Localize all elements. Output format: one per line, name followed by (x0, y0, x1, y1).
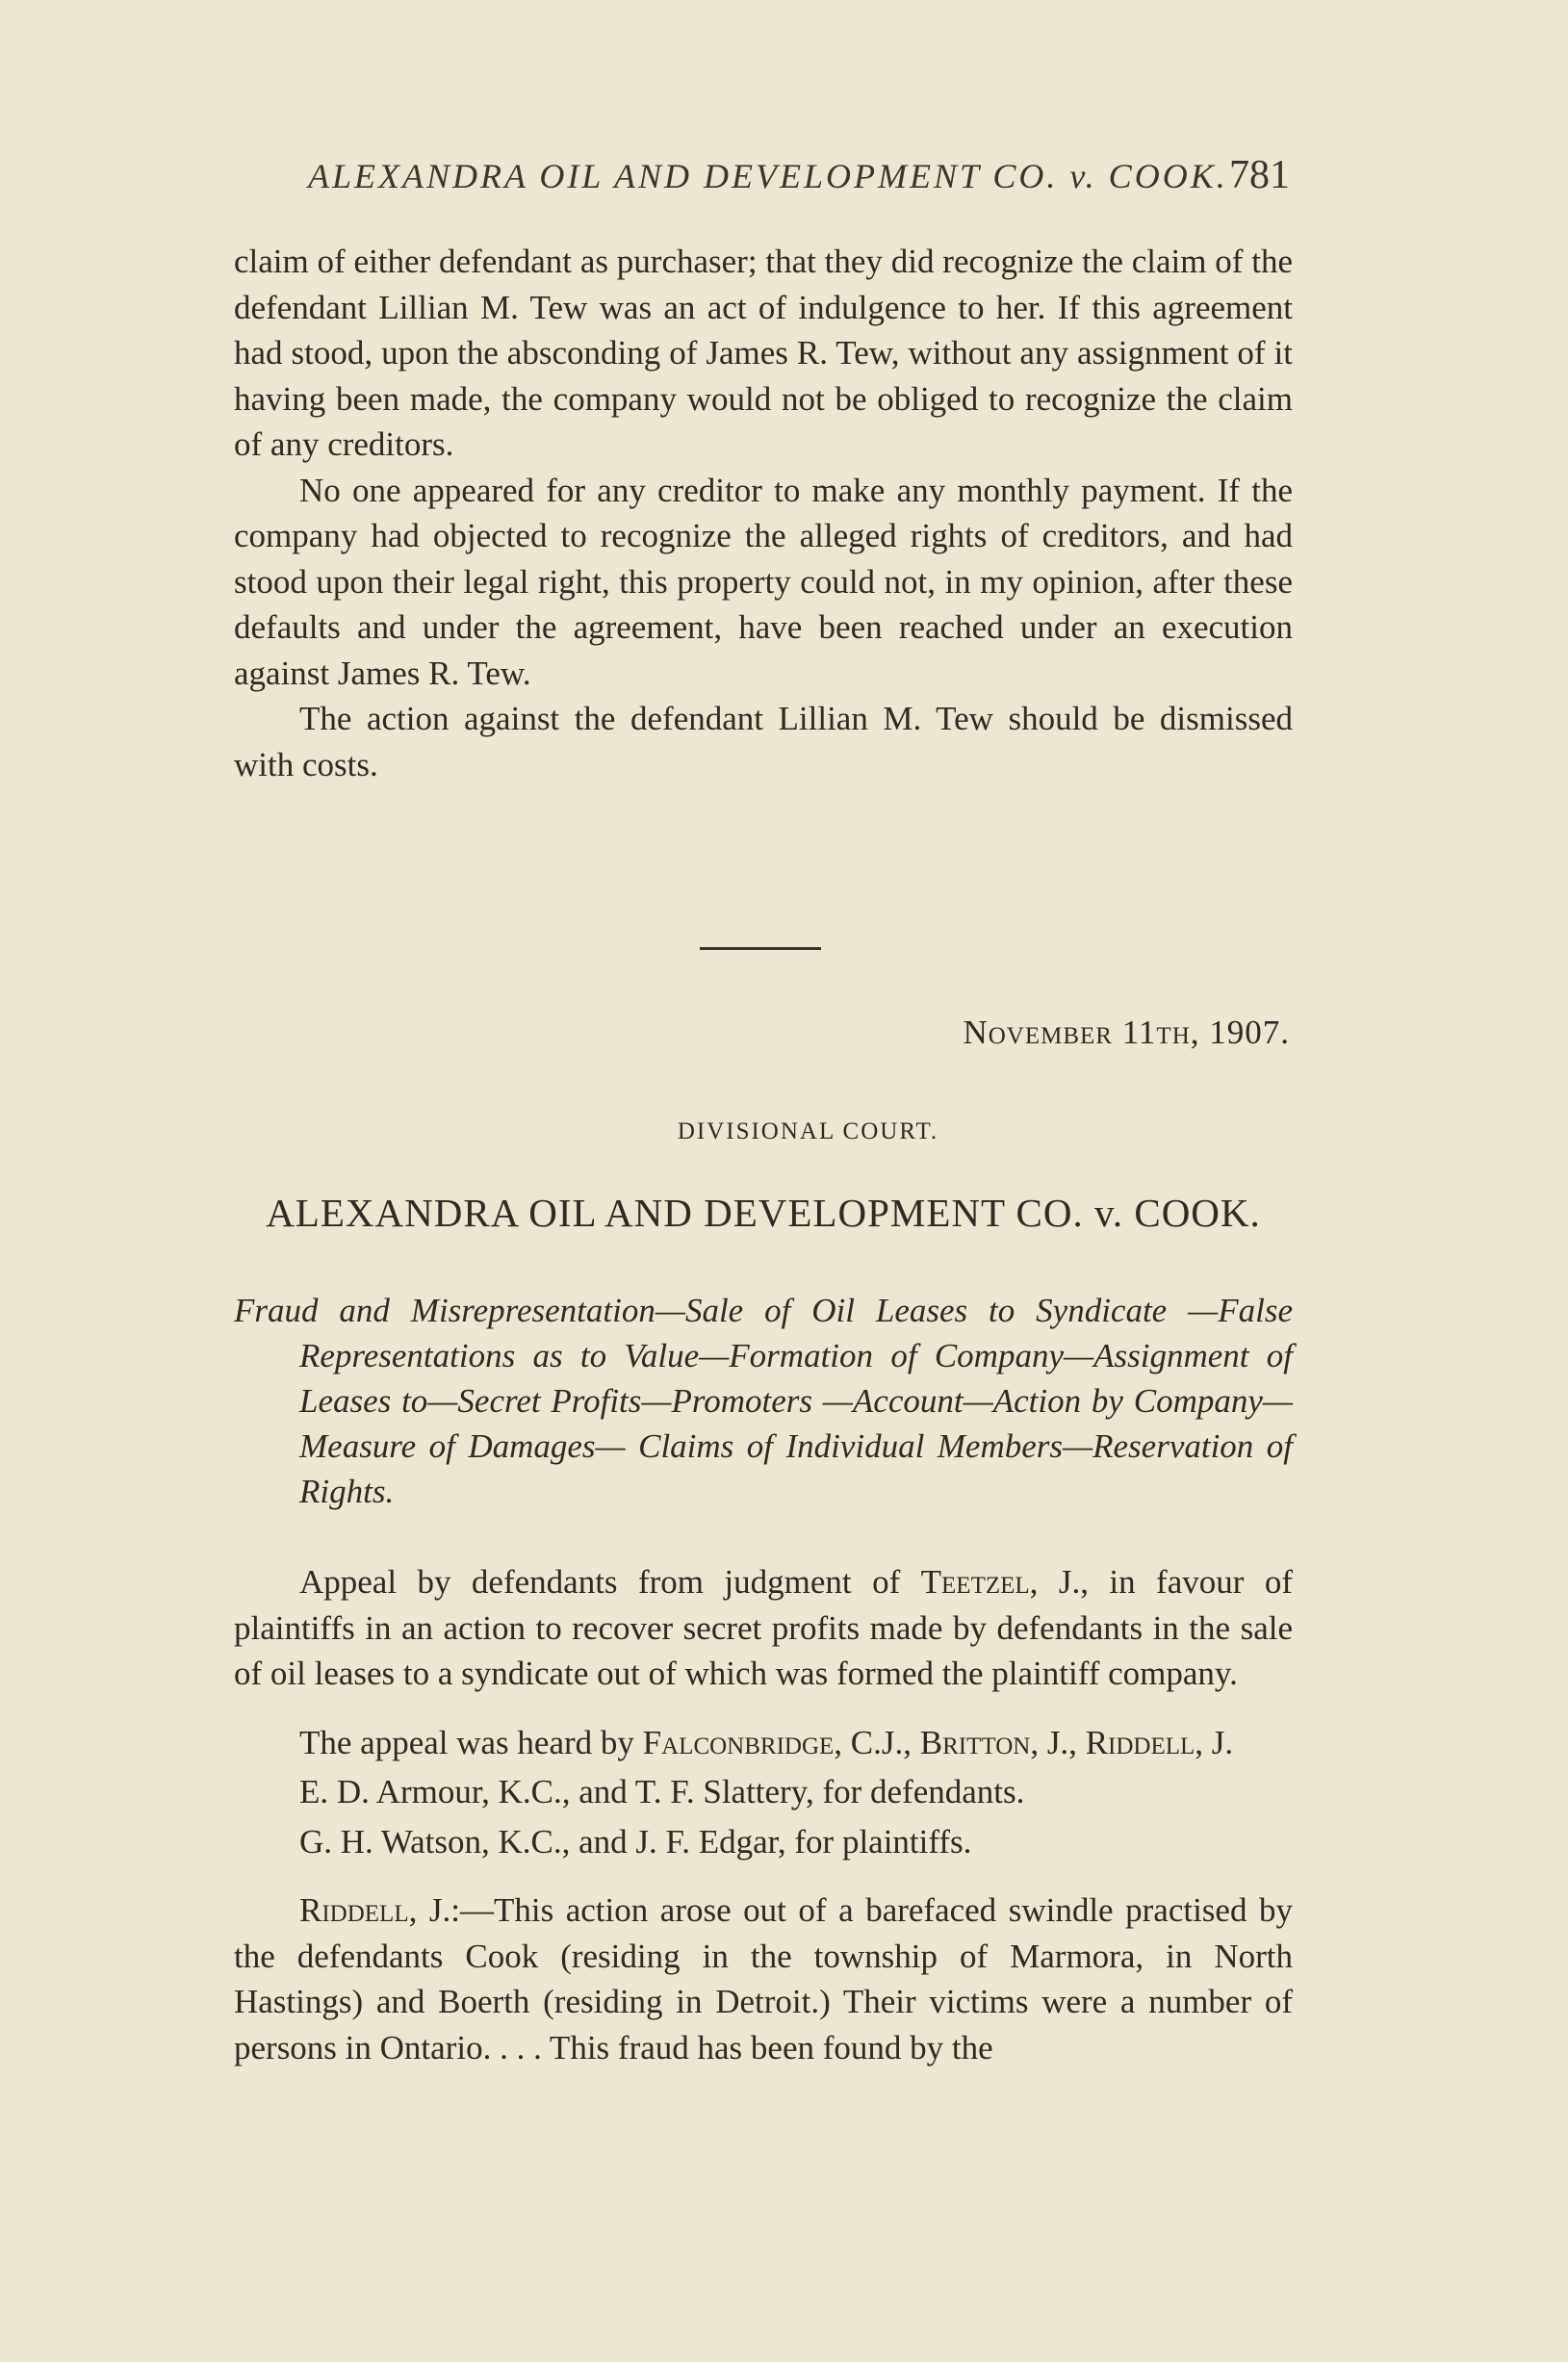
case-body (234, 1559, 1293, 2070)
appeal-paragraph (234, 1559, 1293, 1697)
judge-name: Falconbridge (642, 1723, 835, 1761)
running-head-title: ALEXANDRA OIL AND DEVELOPMENT CO. v. COOK. (308, 157, 1228, 195)
judgment-paragraph (234, 1887, 1293, 2070)
paragraph: The action against the defendant Lillian M. Tew should be dismissed with costs. (234, 700, 1293, 783)
decision-date: November 11th, 1907. (963, 1014, 1290, 1051)
judge-name: Teetzel (920, 1563, 1030, 1601)
court-name: DIVISIONAL COURT. (677, 1118, 939, 1144)
page-number: 781 (1229, 153, 1290, 197)
counsel-plaintiffs: G. H. Watson, K.C., and J. F. Edgar, for plaintiffs. (299, 1822, 972, 1861)
headnote: Fraud and Misrepresentation—Sale of Oil Leases to Syndicate —False Representations as to Value—Formation of Company—Assignment of Leases to—Secret Profits—Promoters —Account—Action by Company—Measure of Damages— Claims of Individual Members—Reservation of Rights. (234, 1292, 1293, 1510)
running-head (308, 153, 1290, 197)
judge-name: Riddell (1085, 1723, 1195, 1761)
heard-text: The appeal was heard by (299, 1723, 643, 1761)
judge-name: Britton (919, 1723, 1031, 1761)
heard-paragraph (234, 1720, 1293, 1766)
appeal-text: , J., in favour of plaintiffs in an action to recover secret profits made by defendants in the sale of oil leases to a syndicate out of which was formed the plaintiff company. (234, 1563, 1293, 1692)
heard-text: , J. (1195, 1723, 1234, 1761)
opening-text (234, 239, 1293, 787)
counsel-defendants: E. D. Armour, K.C., and T. F. Slattery, for defendants. (299, 1773, 1025, 1810)
section-divider (700, 947, 821, 950)
judge-name: Riddell (299, 1891, 409, 1929)
paragraph: claim of either defendant as purchaser; that they did recognize the claim of the defendant Lillian M. Tew was an act of indulgence to her. If this agreement had stood, upon the absconding of James R. Tew, without any assignment of it having been made, the company would not be obliged to recognize the claim of any creditors. (234, 243, 1293, 463)
heard-text: , J., (1030, 1723, 1086, 1761)
paragraph: No one appeared for any creditor to make any monthly payment. If the company had objected to recognize the alleged rights of creditors, and had stood upon their legal right, this property could not, in my opinion, after these defaults and under the agreement, have been reached under an execution against James R. Tew. (234, 471, 1293, 692)
heard-text: , C.J., (834, 1723, 920, 1761)
judgment-text: , J.:—This action arose out of a barefaced swindle practised by the defendants Cook (residing in the township of Marmora, in North Hastings) and Boerth (residing in Detroit.) Their victims were a number of persons in Ontario. . . . This fraud has been found by the (234, 1891, 1293, 2067)
appeal-text: Appeal by defendants from judgment of (299, 1563, 921, 1601)
case-title: ALEXANDRA OIL AND DEVELOPMENT CO. v. COOK. (266, 1191, 1261, 1235)
